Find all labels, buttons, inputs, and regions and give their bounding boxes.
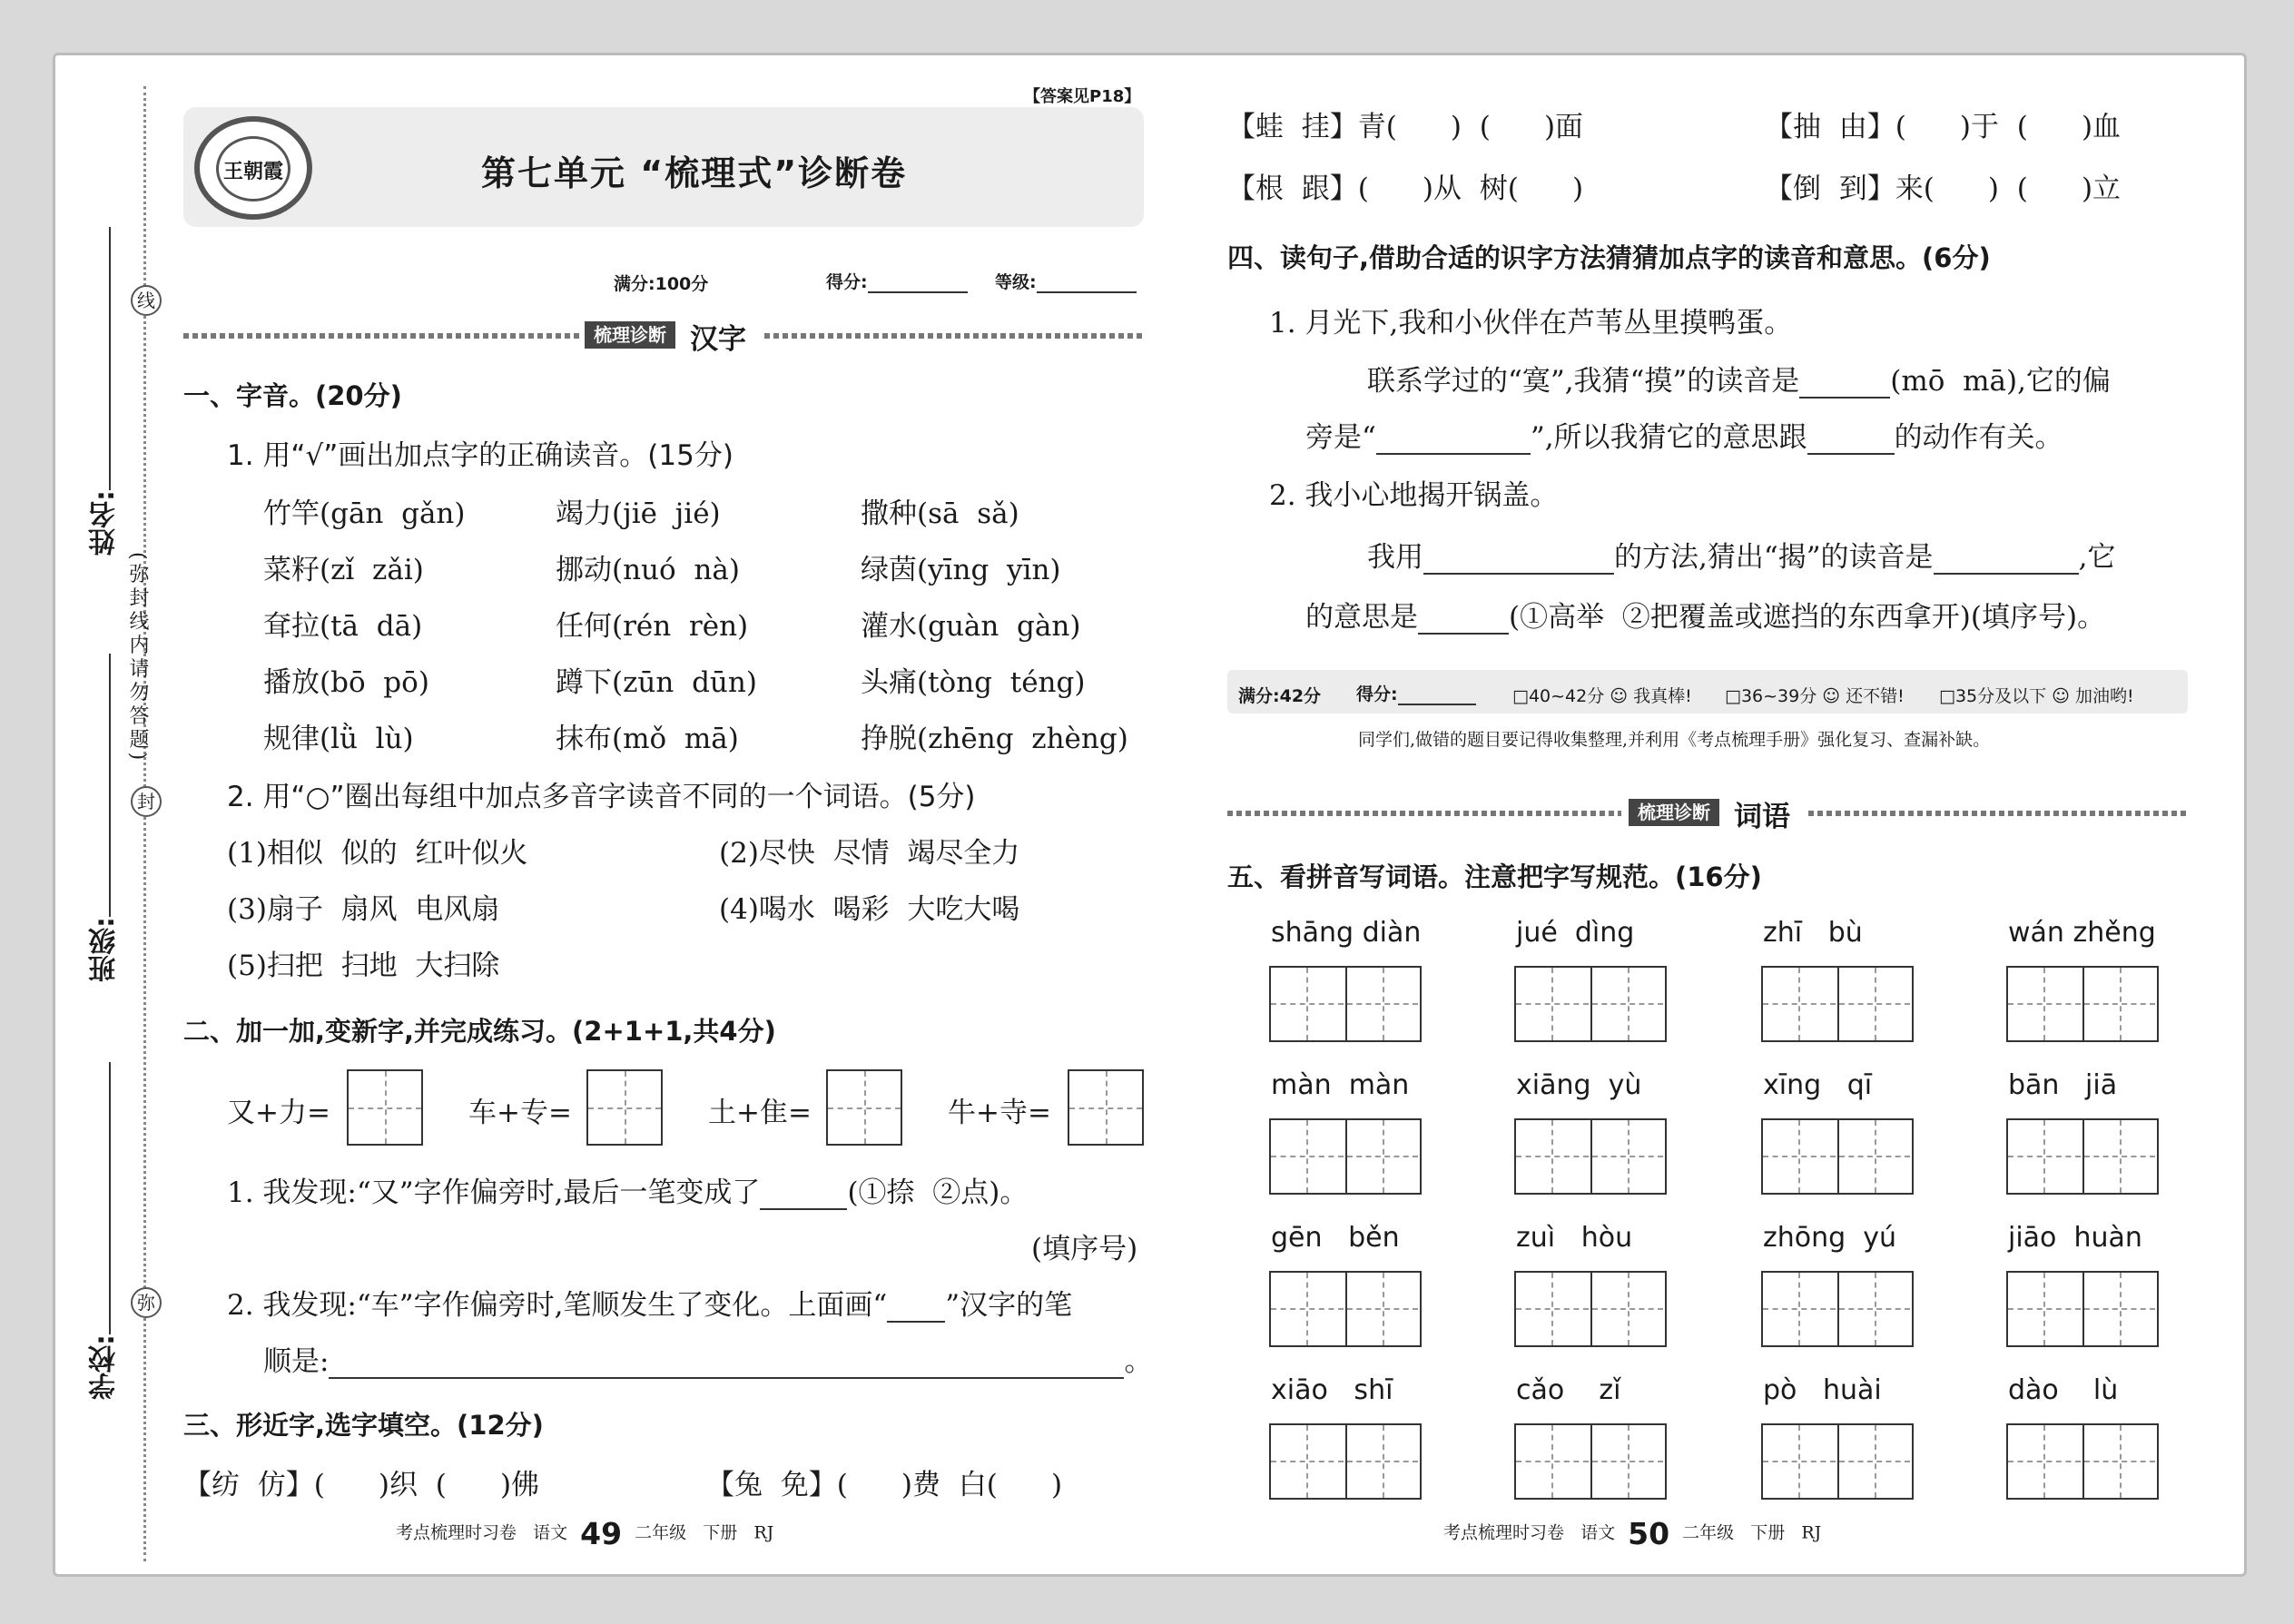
- q4-sentence2: 2. 我小心地揭开锅盖。: [1269, 479, 1559, 512]
- writing-cell[interactable]: [1837, 1425, 1910, 1498]
- writing-cell[interactable]: [1590, 968, 1663, 1040]
- pinyin-item: 竭力(jiē jié): [556, 497, 721, 530]
- pinyin-prompt: gēn běn: [1271, 1222, 1400, 1254]
- writing-box[interactable]: [1514, 1271, 1667, 1347]
- pinyin-prompt: zhōng yú: [1763, 1222, 1897, 1254]
- similar-char-row: 【兔 免】( )费 白( ): [706, 1469, 1063, 1501]
- writing-cell[interactable]: [1271, 1120, 1344, 1193]
- similar-char-row: 【根 跟】( )从 树( ): [1227, 172, 1584, 205]
- q2-fill-hint: (填序号): [1031, 1233, 1138, 1265]
- writing-cell[interactable]: [1763, 1120, 1836, 1193]
- pinyin-item: 绿茵(yīng yīn): [861, 554, 1061, 586]
- writing-box[interactable]: [2006, 1271, 2159, 1347]
- q2-find2: 2. 我发现:“车”字作偏旁时,笔顺发生了变化。上面画“ ”汉字的笔: [227, 1289, 1073, 1322]
- answer-box[interactable]: [1068, 1069, 1144, 1146]
- q1-title: 一、字音。(20分): [183, 380, 402, 411]
- q5-title: 五、看拼音写词语。注意把字写规范。(16分): [1227, 861, 1762, 892]
- writing-box[interactable]: [1514, 1423, 1667, 1500]
- name-label: 姓名:: [89, 490, 121, 556]
- answer-box[interactable]: [347, 1069, 423, 1146]
- writing-cell[interactable]: [1516, 968, 1589, 1040]
- pinyin-item: 抹布(mǒ mā): [556, 723, 739, 755]
- q4-sentence1: 1. 月光下,我和小伙伴在芦苇丛里摸鸭蛋。: [1269, 307, 1793, 340]
- writing-cell[interactable]: [1345, 1425, 1418, 1498]
- writing-cell[interactable]: [1763, 968, 1836, 1040]
- writing-cell[interactable]: [1345, 968, 1418, 1040]
- writing-box[interactable]: [1761, 966, 1914, 1042]
- writing-cell[interactable]: [1590, 1120, 1663, 1193]
- seal-note: (弥封线内请勿答题): [126, 552, 149, 764]
- writing-cell[interactable]: [2008, 1273, 2081, 1345]
- equation: 土+隹=: [708, 1097, 812, 1129]
- pinyin-prompt: shāng diàn: [1271, 917, 1422, 949]
- writing-cell[interactable]: [1271, 1273, 1344, 1345]
- strip-note: 同学们,做错的题目要记得收集整理,并利用《考点梳理手册》强化复习、查漏补缺。: [1358, 730, 1991, 750]
- equation: 车+专=: [468, 1097, 572, 1129]
- class-line: [109, 654, 111, 917]
- pinyin-item: 头痛(tòng téng): [861, 666, 1086, 699]
- writing-cell[interactable]: [1837, 1273, 1910, 1345]
- q2-stroke-order: 顺是: 。: [263, 1345, 1153, 1378]
- pinyin-item: 挣脱(zhēng zhèng): [861, 723, 1128, 755]
- q2-title: 二、加一加,变新字,并完成练习。(2+1+1,共4分): [183, 1016, 776, 1047]
- q3-title: 三、形近字,选字填空。(12分): [183, 1410, 544, 1441]
- writing-cell[interactable]: [2082, 1425, 2155, 1498]
- writing-cell[interactable]: [1516, 1273, 1589, 1345]
- writing-cell[interactable]: [2082, 1273, 2155, 1345]
- pinyin-item: 挪动(nuó nà): [556, 554, 740, 586]
- pinyin-prompt: zuì hòu: [1516, 1222, 1633, 1254]
- writing-cell[interactable]: [1837, 1120, 1910, 1193]
- polyphone-group: (3)扇子 扇风 电风扇: [227, 893, 500, 926]
- writing-cell[interactable]: [1837, 968, 1910, 1040]
- fill-blank[interactable]: [1418, 605, 1509, 635]
- similar-char-row: 【倒 到】来( ) ( )立: [1765, 172, 2122, 205]
- polyphone-group: (5)扫把 扫地 大扫除: [227, 950, 500, 982]
- fill-blank[interactable]: [1376, 426, 1531, 455]
- q1-sub1: 1. 用“√”画出加点字的正确读音。(15分): [227, 439, 733, 472]
- publisher-logo: 王朝霞: [194, 116, 312, 220]
- strip-score: 得分:: [1356, 681, 1476, 705]
- pinyin-item: 任何(rén rèn): [556, 610, 749, 643]
- pinyin-prompt: wán zhěng: [2008, 917, 2156, 949]
- pinyin-prompt: pò huài: [1763, 1374, 1882, 1406]
- writing-cell[interactable]: [1590, 1273, 1663, 1345]
- q4-s2-line2: 的意思是 (①高举 ②把覆盖或遮挡的东西拿开)(填序号)。: [1305, 601, 2106, 634]
- writing-box[interactable]: [1761, 1271, 1914, 1347]
- school-label: 学校:: [89, 1334, 121, 1400]
- pinyin-prompt: màn màn: [1271, 1069, 1410, 1101]
- similar-char-row: 【抽 由】( )于 ( )血: [1765, 111, 2122, 143]
- writing-box[interactable]: [2006, 966, 2159, 1042]
- answer-box[interactable]: [826, 1069, 902, 1146]
- similar-char-row: 【纺 仿】( )织 ( )佛: [183, 1469, 540, 1501]
- writing-box[interactable]: [1514, 966, 1667, 1042]
- section-banner-hanzi: 梳理诊断 汉字: [183, 318, 1144, 354]
- q2-find1: 1. 我发现:“又”字作偏旁时,最后一笔变成了 (①捺 ②点)。: [227, 1176, 1029, 1209]
- writing-cell[interactable]: [2008, 1425, 2081, 1498]
- writing-cell[interactable]: [1763, 1425, 1836, 1498]
- name-line: [109, 227, 111, 490]
- pinyin-item: 撒种(sā sǎ): [861, 497, 1019, 530]
- fill-blank[interactable]: [760, 1181, 847, 1210]
- writing-cell[interactable]: [1345, 1120, 1418, 1193]
- writing-box[interactable]: [1269, 1423, 1422, 1500]
- pinyin-prompt: jué dìng: [1516, 917, 1635, 949]
- pinyin-prompt: zhī bù: [1763, 917, 1863, 949]
- q4-title: 四、读句子,借助合适的识字方法猜猜加点字的读音和意思。(6分): [1227, 242, 1991, 273]
- seal-mark-mi: 弥: [131, 1287, 162, 1318]
- writing-cell[interactable]: [1590, 1425, 1663, 1498]
- writing-box[interactable]: [1761, 1423, 1914, 1500]
- page-title: 第七单元 “梳理式”诊断卷: [481, 153, 908, 193]
- writing-box[interactable]: [1514, 1118, 1667, 1195]
- equation: 牛+寺=: [948, 1097, 1051, 1129]
- writing-box[interactable]: [1269, 1271, 1422, 1347]
- writing-box[interactable]: [2006, 1423, 2159, 1500]
- writing-cell[interactable]: [1516, 1120, 1589, 1193]
- answer-reference: 【答案见P18】: [1024, 87, 1141, 106]
- score-field: 得分:: [826, 269, 968, 293]
- pinyin-prompt: jiāo huàn: [2008, 1222, 2142, 1254]
- seal-mark-seal: 封: [131, 786, 162, 817]
- writing-box[interactable]: [1761, 1118, 1914, 1195]
- seal-mark-line: 线: [131, 285, 162, 316]
- pinyin-prompt: cǎo zǐ: [1516, 1374, 1621, 1406]
- equation: 又+力=: [227, 1097, 330, 1129]
- writing-cell[interactable]: [2082, 1120, 2155, 1193]
- writing-cell[interactable]: [1763, 1273, 1836, 1345]
- pinyin-item: 菜籽(zǐ zǎi): [263, 554, 424, 586]
- writing-cell[interactable]: [1271, 1425, 1344, 1498]
- fill-blank[interactable]: [1934, 546, 2079, 575]
- polyphone-group: (2)尽快 尽情 竭尽全力: [719, 837, 1020, 870]
- fill-blank[interactable]: [1807, 426, 1895, 455]
- polyphone-group: (1)相似 似的 红叶似火: [227, 837, 528, 870]
- writing-box[interactable]: [2006, 1118, 2159, 1195]
- writing-box[interactable]: [1269, 1118, 1422, 1195]
- writing-box[interactable]: [1269, 966, 1422, 1042]
- pinyin-prompt: xiāng yù: [1516, 1069, 1642, 1101]
- writing-cell[interactable]: [1345, 1273, 1418, 1345]
- pinyin-item: 规律(lǜ lù): [263, 723, 414, 755]
- writing-cell[interactable]: [1271, 968, 1344, 1040]
- footer-right: 考点梳理时习卷 语文 50 二年级 下册 RJ: [1443, 1516, 1822, 1551]
- pinyin-item: 耷拉(tā dā): [263, 610, 423, 643]
- fill-blank[interactable]: [1799, 369, 1890, 399]
- pinyin-prompt: bān jiā: [2008, 1069, 2118, 1101]
- class-label: 班级:: [89, 917, 121, 982]
- pinyin-item: 竹竿(gān gǎn): [263, 497, 466, 530]
- pinyin-prompt: xīng qī: [1763, 1069, 1873, 1101]
- writing-cell[interactable]: [1516, 1425, 1589, 1498]
- school-line: [109, 1062, 111, 1334]
- section-banner-ciyu: 梳理诊断 词语: [1227, 795, 2188, 832]
- fill-blank[interactable]: [887, 1294, 945, 1323]
- q4-s1-line2: 旁是“ ”,所以我猜它的意思跟 的动作有关。: [1305, 421, 2063, 454]
- pinyin-item: 灌水(guàn gàn): [861, 610, 1081, 643]
- strip-range-2: □36~39分 ☺ 还不错!: [1725, 686, 1905, 706]
- answer-box[interactable]: [586, 1069, 663, 1146]
- q1-sub2: 2. 用“○”圈出每组中加点多音字读音不同的一个词语。(5分): [227, 781, 976, 813]
- footer-left: 考点梳理时习卷 语文 49 二年级 下册 RJ: [396, 1516, 774, 1551]
- writing-cell[interactable]: [2008, 1120, 2081, 1193]
- writing-cell[interactable]: [2008, 968, 2081, 1040]
- full-score: 满分:100分: [614, 274, 709, 294]
- pinyin-prompt: dào lù: [2008, 1374, 2119, 1406]
- q4-s1-line1: 联系学过的“寞”,我猜“摸”的读音是 (mō mā),它的偏: [1367, 365, 2111, 398]
- strip-full-score: 满分:42分: [1238, 686, 1322, 706]
- similar-char-row: 【蛙 挂】青( ) ( )面: [1227, 111, 1584, 143]
- q4-s2-line1: 我用 的方法,猜出“揭”的读音是 ,它: [1367, 541, 2116, 574]
- polyphone-group: (4)喝水 喝彩 大吃大喝: [719, 893, 1020, 926]
- grade-field: 等级:: [995, 269, 1137, 293]
- pinyin-item: 蹲下(zūn dūn): [556, 666, 757, 699]
- strip-range-3: □35分及以下 ☺ 加油哟!: [1939, 686, 2134, 706]
- pinyin-item: 播放(bō pō): [263, 666, 429, 699]
- strip-range-1: □40~42分 ☺ 我真棒!: [1512, 686, 1692, 706]
- fill-blank[interactable]: [329, 1350, 1124, 1379]
- writing-cell[interactable]: [2082, 968, 2155, 1040]
- fill-blank[interactable]: [1423, 546, 1614, 575]
- pinyin-prompt: xiāo shī: [1271, 1374, 1393, 1406]
